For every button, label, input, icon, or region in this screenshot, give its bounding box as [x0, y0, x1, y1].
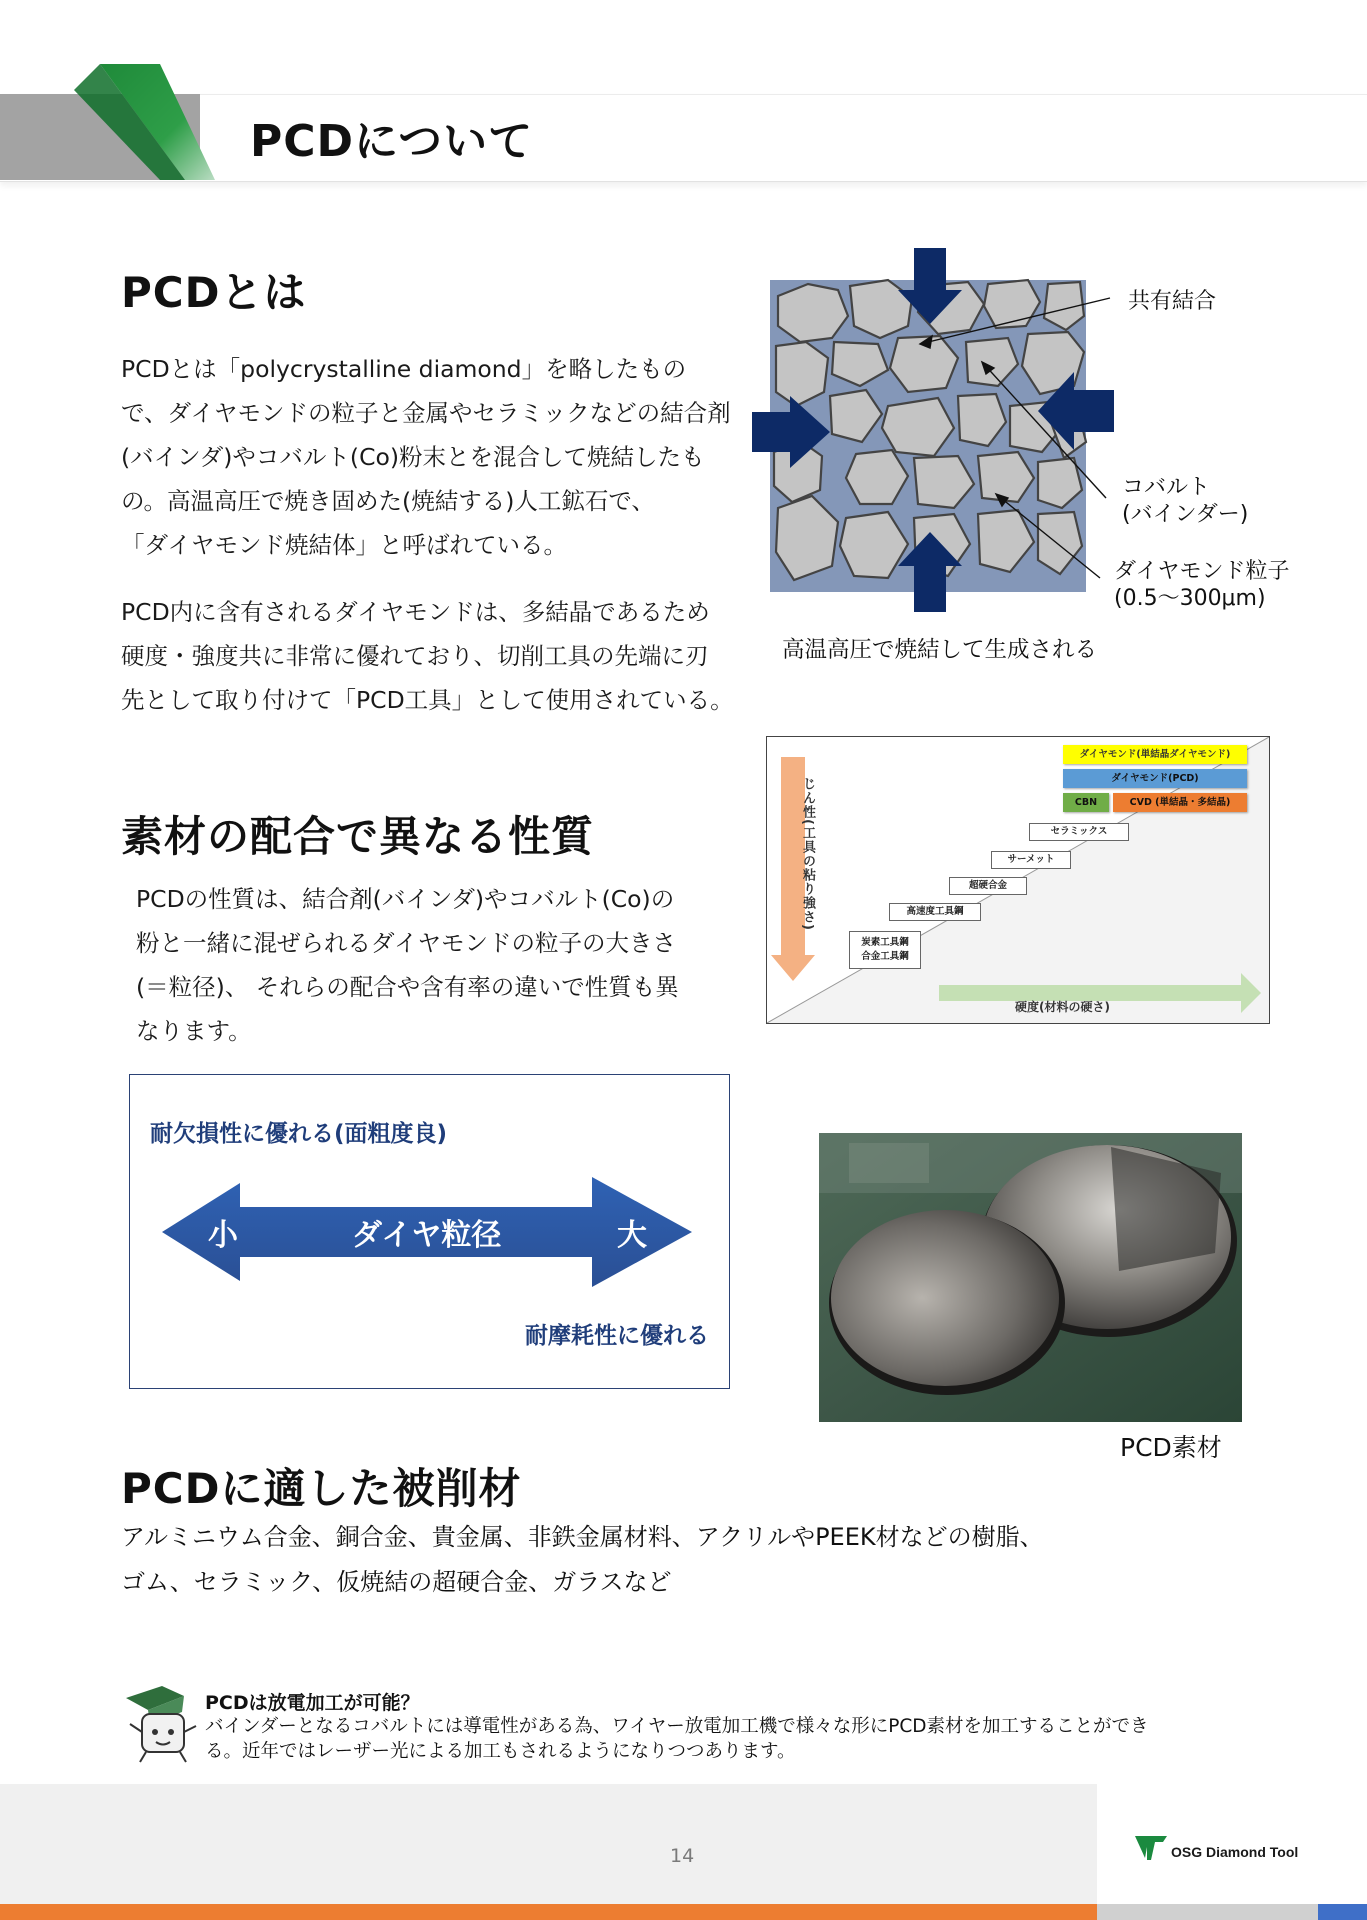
- pcd-usage-paragraph: [121, 590, 734, 722]
- structure-caption: 高温高圧で焼結して生成される: [782, 637, 1098, 663]
- text-line: (バインダ)やコバルト(Co)粉末とを混合して焼結したも: [121, 443, 705, 471]
- grain-large-label: 大: [617, 1218, 647, 1253]
- text-line: 粉と一緒に混ぜられるダイヤモンドの粒子の大きさ: [136, 929, 677, 957]
- text-line: 硬度・強度共に非常に優れており、切削工具の先端に刃: [121, 642, 709, 670]
- osg-logo: [1133, 1832, 1299, 1868]
- text-line: バインダーとなるコバルトには導電性がある為、ワイヤー放電加工機で様々な形にPCD素材を加工することができ: [205, 1716, 1149, 1737]
- text-line: PCD内に含有されるダイヤモンドは、多結晶であるため: [121, 598, 710, 626]
- page-title: PCDについて: [250, 116, 534, 167]
- text-line: アルミニウム合金、銅合金、貴金属、非鉄金属材料、アクリルやPEEK材などの樹脂、: [121, 1523, 1044, 1551]
- step-carbon-alloy-tool-steel: [849, 931, 921, 969]
- footer-background: [0, 1784, 1097, 1904]
- text-line: コバルト: [1122, 475, 1211, 500]
- photo-caption: PCD素材: [1120, 1433, 1222, 1462]
- step-cemented-carbide: 超硬合金: [949, 877, 1027, 895]
- text-line: る。近年ではレーザー光による加工もされるようになりつつあります。: [205, 1741, 796, 1762]
- page-number: 14: [670, 1845, 695, 1867]
- text-line: で、ダイヤモンドの粒子と金属やセラミックなどの結合剤: [121, 399, 731, 427]
- logo-text: OSG Diamond Tool: [1171, 1844, 1299, 1860]
- text-line: PCDの性質は、結合剤(バインダ)やコバルト(Co)の: [136, 885, 675, 913]
- label-diamond-grain: [1114, 558, 1290, 612]
- section-heading-suitable-materials: PCDに適した被削材: [121, 1464, 522, 1513]
- text-line: (0.5～300μm): [1114, 586, 1266, 611]
- toughness-axis-label: じん性(工具の粘り強さ): [800, 777, 815, 931]
- text-line: の。高温高圧で焼き固めた(焼結する)人工鉱石で、: [121, 487, 655, 515]
- section-heading-properties: 素材の配合で異なる性質: [121, 812, 595, 861]
- text-line: 先として取り付けて「PCD工具」として使用されている。: [121, 686, 734, 714]
- text-line: 「ダイヤモンド焼結体」と呼ばれている。: [121, 531, 568, 559]
- suitable-materials-text: [121, 1515, 1044, 1605]
- grain-small-label: 小: [208, 1218, 238, 1253]
- footer-orange-bar: [0, 1904, 1097, 1920]
- text-line: なります。: [136, 1017, 252, 1045]
- grain-size-box: [129, 1074, 730, 1389]
- hardness-toughness-chart: [766, 736, 1270, 1024]
- osg-logo-icon: [1133, 1832, 1169, 1864]
- box-cbn: CBN: [1063, 793, 1109, 812]
- fracture-resistance-label: 耐欠損性に優れる(面粗度良): [150, 1121, 448, 1147]
- box-single-crystal-diamond: ダイヤモンド(単結晶ダイヤモンド): [1063, 745, 1247, 764]
- box-pcd-diamond: ダイヤモンド(PCD): [1063, 769, 1247, 788]
- step-high-speed-steel: 高速度工具鋼: [889, 903, 981, 921]
- header-green-triangle-icon: [60, 60, 240, 210]
- label-cobalt-binder: [1122, 474, 1248, 528]
- box-cvd: CVD (単結晶・多結晶): [1113, 793, 1247, 812]
- step-cermet: サーメット: [991, 851, 1071, 869]
- text-line: 炭素工具鋼: [861, 937, 909, 948]
- grain-size-label: ダイヤ粒径: [352, 1218, 502, 1253]
- label-covalent-bond: 共有結合: [1128, 289, 1217, 314]
- footer-blue-bar: [1318, 1904, 1367, 1920]
- text-line: (＝粒径)、 それらの配合や含有率の違いで性質も異: [136, 973, 679, 1001]
- note-title: PCDは放電加工が可能？: [205, 1692, 420, 1714]
- text-line: (バインダー): [1122, 502, 1249, 527]
- text-line: 合金工具鋼: [861, 951, 909, 962]
- pcd-definition-paragraph: [121, 347, 731, 567]
- note-body: [205, 1714, 1205, 1764]
- text-line: ゴム、セラミック、仮焼結の超硬合金、ガラスなど: [121, 1568, 672, 1596]
- hardness-axis-label: 硬度(材料の硬さ): [1015, 1000, 1110, 1014]
- text-line: ダイヤモンド粒子: [1114, 559, 1290, 584]
- text-line: PCDとは「polycrystalline diamond」を略したもの: [121, 355, 687, 383]
- section-heading-what-is-pcd: PCDとは: [121, 268, 307, 317]
- mascot-icon: [122, 1680, 202, 1764]
- step-ceramics: セラミックス: [1029, 823, 1129, 841]
- pcd-material-photo: [819, 1133, 1242, 1422]
- footer-gray-bar: [1097, 1904, 1318, 1920]
- wear-resistance-label: 耐摩耗性に優れる: [525, 1323, 709, 1349]
- properties-paragraph: [136, 877, 679, 1053]
